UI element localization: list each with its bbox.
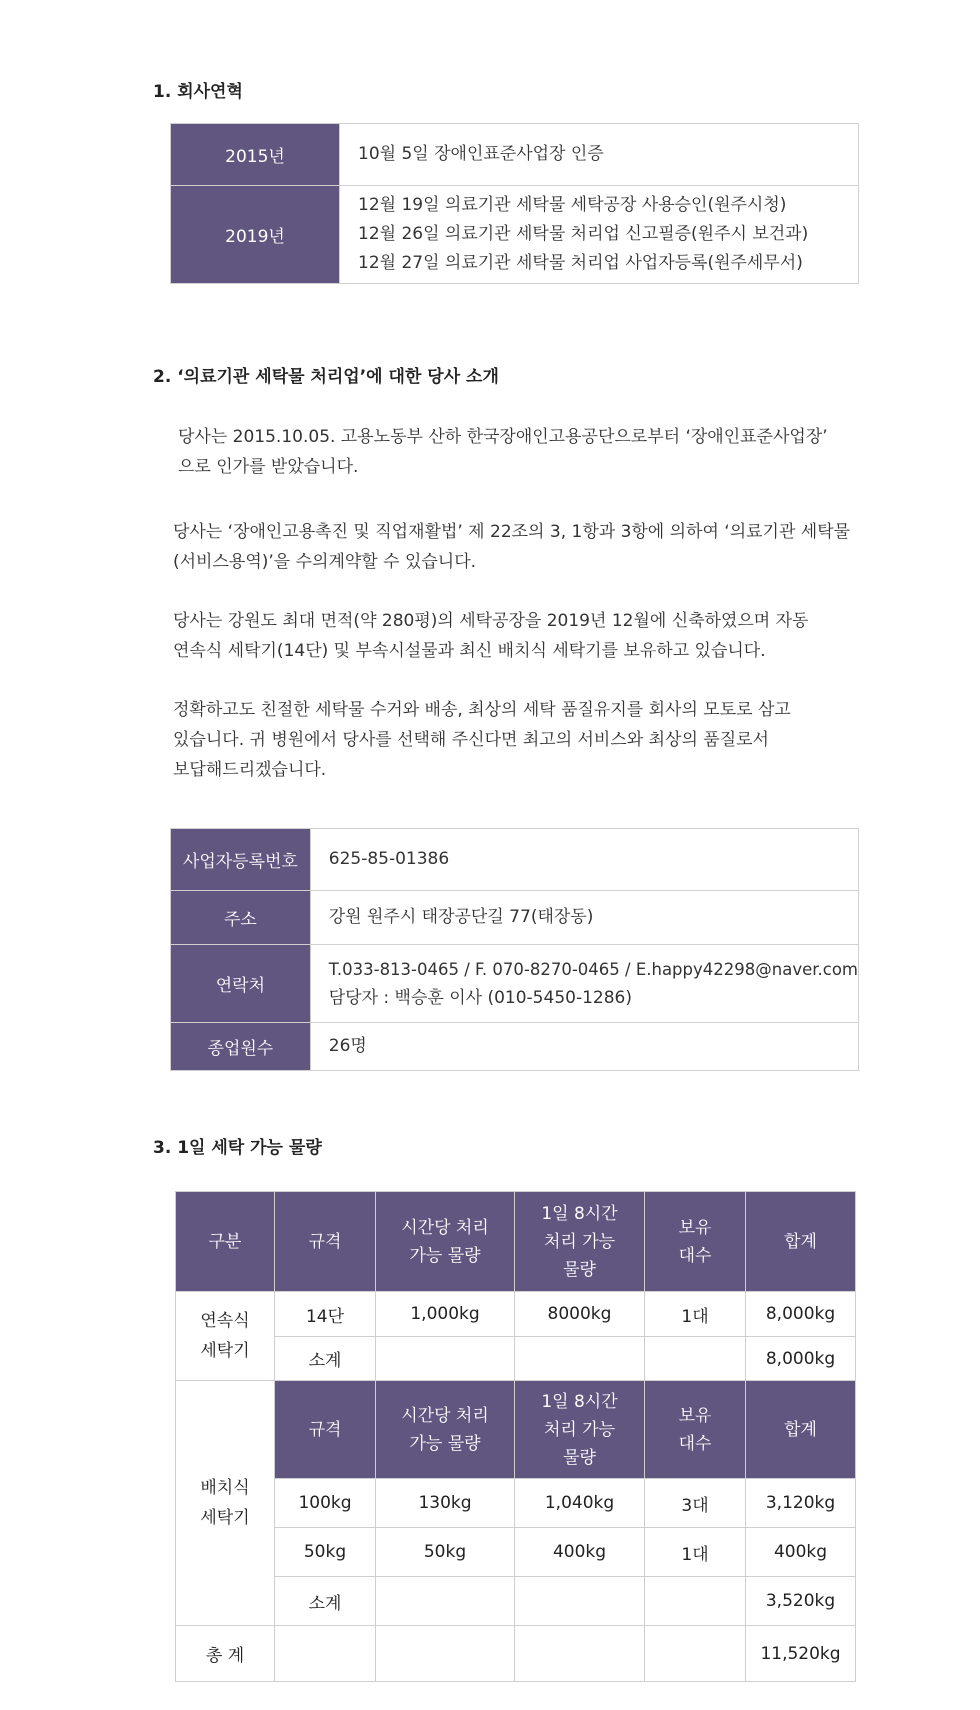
header-spec: 규격 (275, 1381, 376, 1479)
header-line: 물량 (563, 1259, 596, 1280)
info-row (171, 829, 859, 891)
header-line: 물량 (563, 1447, 596, 1468)
subtotal-value: 8,000kg (746, 1337, 856, 1381)
cell-spec: 50kg (275, 1528, 376, 1577)
grand-total-value: 11,520kg (746, 1626, 856, 1682)
cell-total: 400kg (746, 1528, 856, 1577)
empty-cell (376, 1337, 515, 1381)
paragraph-line: 보답해드리겠습니다. (173, 760, 327, 780)
company-info-table (170, 828, 859, 1071)
capacity-table (175, 1191, 856, 1682)
label-line: 세탁기 (200, 1341, 250, 1361)
subtotal-label: 소계 (275, 1577, 376, 1626)
header-line: 대수 (678, 1433, 712, 1454)
header-category: 구분 (176, 1192, 275, 1292)
empty-cell (645, 1626, 746, 1682)
empty-cell (645, 1337, 746, 1381)
intro-paragraph-4 (173, 695, 791, 785)
history-year: 2019년 (171, 186, 340, 284)
paragraph-line: 당사는 2015.10.05. 고용노동부 산하 한국장애인고용공단으로부터 ‘장애인표준사업장’ (178, 427, 828, 447)
table-row (176, 1292, 856, 1337)
header-units (645, 1192, 746, 1292)
header-line: 시간당 처리 (401, 1405, 489, 1426)
header-line: 가능 물량 (409, 1433, 481, 1454)
intro-paragraph-1 (178, 422, 828, 482)
cell-per-day: 400kg (515, 1528, 645, 1577)
table-row (176, 1479, 856, 1528)
header-spec: 규격 (275, 1192, 376, 1292)
header-line: 시간당 처리 (401, 1217, 489, 1238)
paragraph-line: 있습니다. 귀 병원에서 당사를 선택해 주신다면 최고의 서비스와 최상의 품질로서 (173, 730, 769, 750)
header-row (176, 1192, 856, 1292)
header-units (645, 1381, 746, 1479)
history-event: 12월 19일 의료기관 세탁물 세탁공장 사용승인(원주시청) (358, 195, 787, 215)
header-line: 처리 가능 (543, 1231, 616, 1252)
info-row (171, 945, 859, 1023)
info-label: 주소 (171, 891, 311, 945)
empty-cell (515, 1577, 645, 1626)
grand-total-label: 총 계 (176, 1626, 275, 1682)
label-line: 세탁기 (200, 1508, 250, 1528)
paragraph-line: 당사는 ‘장애인고용촉진 및 직업재활법’ 제 22조의 3, 1항과 3항에 의하여 ‘의료기관 세탁물 (173, 522, 851, 542)
paragraph-line: 으로 인가를 받았습니다. (178, 457, 359, 477)
info-label: 연락처 (171, 945, 311, 1023)
cell-spec: 100kg (275, 1479, 376, 1528)
history-event: 12월 27일 의료기관 세탁물 처리업 사업자등록(원주세무서) (358, 253, 803, 273)
header-line: 보유 (678, 1405, 712, 1426)
intro-paragraph-3 (173, 606, 808, 666)
cell-spec: 14단 (275, 1292, 376, 1337)
info-value: 625-85-01386 (310, 829, 858, 891)
cell-per-hour: 130kg (376, 1479, 515, 1528)
header-line: 1일 8시간 (541, 1203, 618, 1224)
paragraph-line: 연속식 세탁기(14단) 및 부속시설물과 최신 배치식 세탁기를 보유하고 있습니다. (173, 641, 766, 661)
contact-line: 담당자 : 백승훈 이사 (010-5450-1286) (328, 987, 632, 1008)
cell-total: 8,000kg (746, 1292, 856, 1337)
history-table (170, 123, 859, 284)
header-per-day (515, 1192, 645, 1292)
continuous-washer-label (176, 1292, 275, 1381)
header-line: 보유 (678, 1217, 712, 1238)
subtotal-value: 3,520kg (746, 1577, 856, 1626)
info-row (171, 1023, 859, 1071)
cell-per-day: 8000kg (515, 1292, 645, 1337)
subtotal-label: 소계 (275, 1337, 376, 1381)
contact-line: T.033-813-0465 / F. 070-8270-0465 / E.happy42298@naver.com (328, 959, 858, 979)
empty-cell (376, 1577, 515, 1626)
empty-cell (275, 1626, 376, 1682)
info-label: 사업자등록번호 (171, 829, 311, 891)
header-line: 처리 가능 (543, 1419, 616, 1440)
history-row (171, 124, 859, 186)
header-line: 가능 물량 (409, 1245, 481, 1266)
cell-units: 3대 (645, 1479, 746, 1528)
section1-title: 1. 회사연혁 (153, 82, 243, 102)
subtotal-row (176, 1337, 856, 1381)
paragraph-line: 당사는 강원도 최대 면적(약 280평)의 세탁공장을 2019년 12월에 신축하였으며 자동 (173, 611, 809, 631)
history-events (340, 186, 859, 284)
batch-washer-label (176, 1381, 275, 1626)
section3-title: 3. 1일 세탁 가능 물량 (153, 1138, 322, 1158)
history-year: 2015년 (171, 124, 340, 186)
info-label: 종업원수 (171, 1023, 311, 1071)
subtotal-row (176, 1577, 856, 1626)
cell-units: 1대 (645, 1292, 746, 1337)
grand-total-row (176, 1626, 856, 1682)
history-event: 10월 5일 장애인표준사업장 인증 (340, 124, 859, 186)
empty-cell (645, 1577, 746, 1626)
empty-cell (515, 1626, 645, 1682)
history-event: 12월 26일 의료기관 세탁물 처리업 신고필증(원주시 보건과) (358, 224, 809, 244)
paragraph-line: (서비스용역)’을 수의계약할 수 있습니다. (173, 552, 477, 572)
info-row (171, 891, 859, 945)
header-per-hour (376, 1192, 515, 1292)
cell-per-hour: 50kg (376, 1528, 515, 1577)
cell-per-day: 1,040kg (515, 1479, 645, 1528)
empty-cell (376, 1626, 515, 1682)
label-line: 연속식 (200, 1311, 250, 1331)
header-total: 합계 (746, 1192, 856, 1292)
label-line: 배치식 (200, 1478, 250, 1498)
cell-units: 1대 (645, 1528, 746, 1577)
section2-title: 2. ‘의료기관 세탁물 처리업’에 대한 당사 소개 (153, 367, 499, 387)
header-per-hour (376, 1381, 515, 1479)
info-value (310, 945, 858, 1023)
empty-cell (515, 1337, 645, 1381)
header-per-day (515, 1381, 645, 1479)
history-row (171, 186, 859, 284)
info-value: 26명 (310, 1023, 858, 1071)
info-value: 강원 원주시 태장공단길 77(태장동) (310, 891, 858, 945)
header-row (176, 1381, 856, 1479)
header-line: 1일 8시간 (541, 1391, 618, 1412)
cell-per-hour: 1,000kg (376, 1292, 515, 1337)
table-row (176, 1528, 856, 1577)
cell-total: 3,120kg (746, 1479, 856, 1528)
paragraph-line: 정확하고도 친절한 세탁물 수거와 배송, 최상의 세탁 품질유지를 회사의 모토로 삼고 (173, 700, 791, 720)
header-line: 대수 (678, 1245, 712, 1266)
header-total: 합계 (746, 1381, 856, 1479)
intro-paragraph-2 (173, 517, 850, 577)
